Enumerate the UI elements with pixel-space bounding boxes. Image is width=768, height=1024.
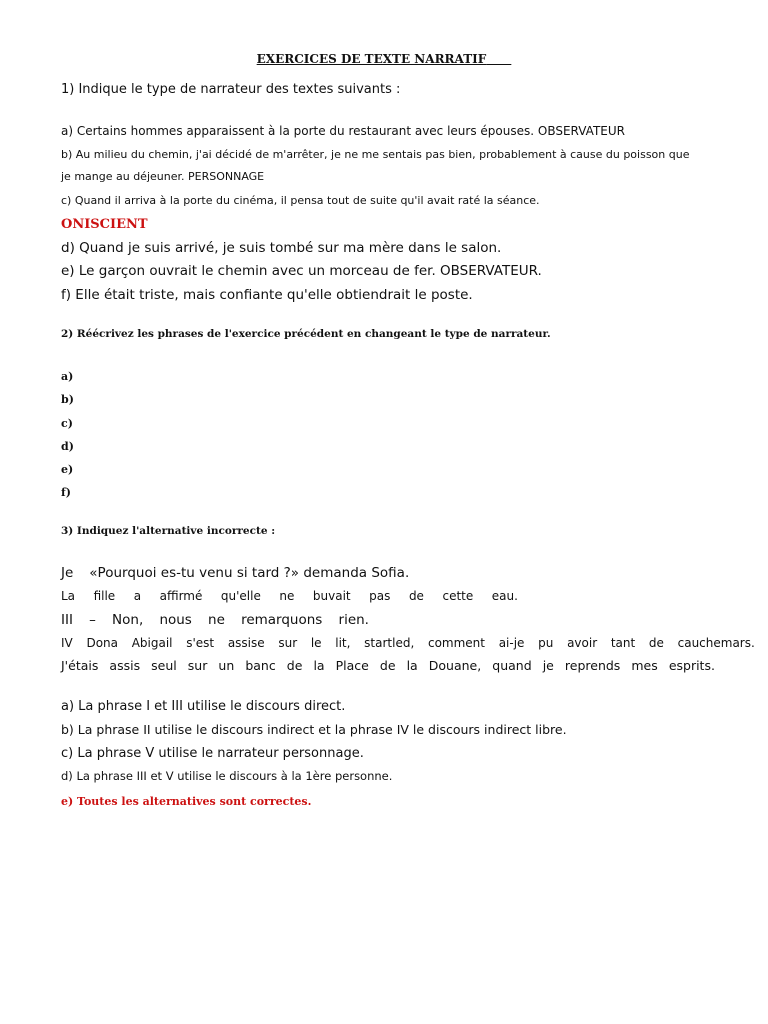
word: cette: [442, 589, 474, 603]
sentence-1: [61, 567, 409, 581]
word: rien.: [338, 612, 369, 628]
exercise-1-item-f: f) Elle était triste, mais confiante qu'elle obtiendrait le poste.: [61, 287, 473, 303]
exercise-2-answer-c: c): [61, 417, 73, 430]
word: la: [313, 658, 325, 673]
word: III: [61, 612, 73, 628]
word: de: [379, 658, 396, 673]
word: s'est: [186, 636, 215, 650]
exercise-1-item-d: d) Quand je suis arrivé, je suis tombé sur ma mère dans le salon.: [61, 240, 502, 256]
word: ai-je: [498, 636, 525, 650]
word: eau.: [491, 589, 518, 603]
word: je: [542, 658, 554, 673]
word: Abigail: [131, 636, 173, 650]
exercise-2-answer-f: f): [61, 486, 71, 499]
sentence-1-text: «Pourquoi es-tu venu si tard ?» demanda Sofia.: [89, 565, 410, 581]
word: de: [648, 636, 664, 650]
page-title: [0, 53, 768, 65]
word: reprends: [564, 658, 621, 673]
word: de: [286, 658, 303, 673]
word: J'étais: [61, 658, 99, 673]
word: remarquons: [241, 612, 323, 628]
word: Dona: [86, 636, 118, 650]
option-a: a) La phrase I et III utilise le discours direct.: [61, 699, 346, 714]
exercise-2-question: 2) Réécrivez les phrases de l'exercice précédent en changeant le type de narrateur.: [61, 328, 551, 340]
word: le: [310, 636, 322, 650]
word: ne: [279, 589, 295, 603]
word: –: [89, 612, 96, 628]
word: comment: [427, 636, 485, 650]
word: Non,: [112, 612, 144, 628]
word: fille: [93, 589, 116, 603]
exercise-1-question: 1) Indique le type de narrateur des textes suivants :: [61, 82, 401, 97]
word: La: [61, 589, 76, 603]
word: seul: [151, 658, 177, 673]
page-title-text: EXERCICES DE TEXTE NARRATIF: [256, 52, 487, 66]
exercise-1-item-a: a) Certains hommes apparaissent à la porte du restaurant avec leurs épouses. OBSERVATEUR: [61, 124, 625, 138]
word: startled,: [364, 636, 415, 650]
word: pas: [369, 589, 391, 603]
exercise-2-answer-e: e): [61, 463, 74, 476]
word: assis: [109, 658, 141, 673]
word: mes: [631, 658, 658, 673]
word: pu: [538, 636, 554, 650]
exercise-1-item-b-line2: je mange au déjeuner. PERSONNAGE: [61, 170, 265, 183]
option-c: c) La phrase V utilise le narrateur personnage.: [61, 746, 364, 761]
option-e: e) Toutes les alternatives sont correctes.: [61, 795, 312, 808]
word: a: [133, 589, 142, 603]
exercise-1-item-c: c) Quand il arriva à la porte du cinéma, il pensa tout de suite qu'il avait raté la séance.: [61, 194, 540, 207]
word: sur: [278, 636, 298, 650]
word: ne: [208, 612, 225, 628]
word: esprits.: [668, 658, 715, 673]
option-b: b) La phrase II utilise le discours indirect et la phrase IV le discours indirect libre.: [61, 722, 567, 737]
sentence-5: [61, 660, 715, 673]
exercise-1-item-b-line1: b) Au milieu du chemin, j'ai décidé de m'arrêter, je ne me sentais pas bien, probablement à cause du poisson que: [61, 148, 690, 161]
word: Douane,: [428, 658, 482, 673]
word: IV: [61, 636, 73, 650]
word: de: [408, 589, 424, 603]
exercise-1-item-e: e) Le garçon ouvrait le chemin avec un morceau de fer. OBSERVATEUR.: [61, 263, 542, 279]
word: la: [406, 658, 418, 673]
sentence-3: [61, 614, 369, 628]
word: banc: [245, 658, 276, 673]
exercise-3-question: 3) Indiquez l'alternative incorrecte :: [61, 525, 276, 537]
word: un: [218, 658, 235, 673]
exercise-2-answer-d: d): [61, 440, 74, 453]
word: buvait: [312, 589, 351, 603]
sentence-4: [61, 637, 755, 649]
word: tant: [610, 636, 636, 650]
sentence-2: [61, 590, 518, 602]
exercise-1-item-c-answer: ONISCIENT: [61, 217, 148, 232]
word: avoir: [567, 636, 598, 650]
word: assise: [227, 636, 265, 650]
word: qu'elle: [220, 589, 261, 603]
word: cauchemars.: [677, 636, 755, 650]
word: sur: [187, 658, 208, 673]
word: affirmé: [159, 589, 203, 603]
word: nous: [159, 612, 192, 628]
option-d: d) La phrase III et V utilise le discours à la 1ère personne.: [61, 769, 393, 783]
word: lit,: [335, 636, 351, 650]
exercise-2-answer-a: a): [61, 370, 74, 383]
sentence-1-numeral: Je: [61, 565, 74, 581]
word: Place: [335, 658, 369, 673]
title-underline-extension: [486, 52, 511, 66]
word: quand: [492, 658, 532, 673]
exercise-2-answer-b: b): [61, 393, 74, 406]
